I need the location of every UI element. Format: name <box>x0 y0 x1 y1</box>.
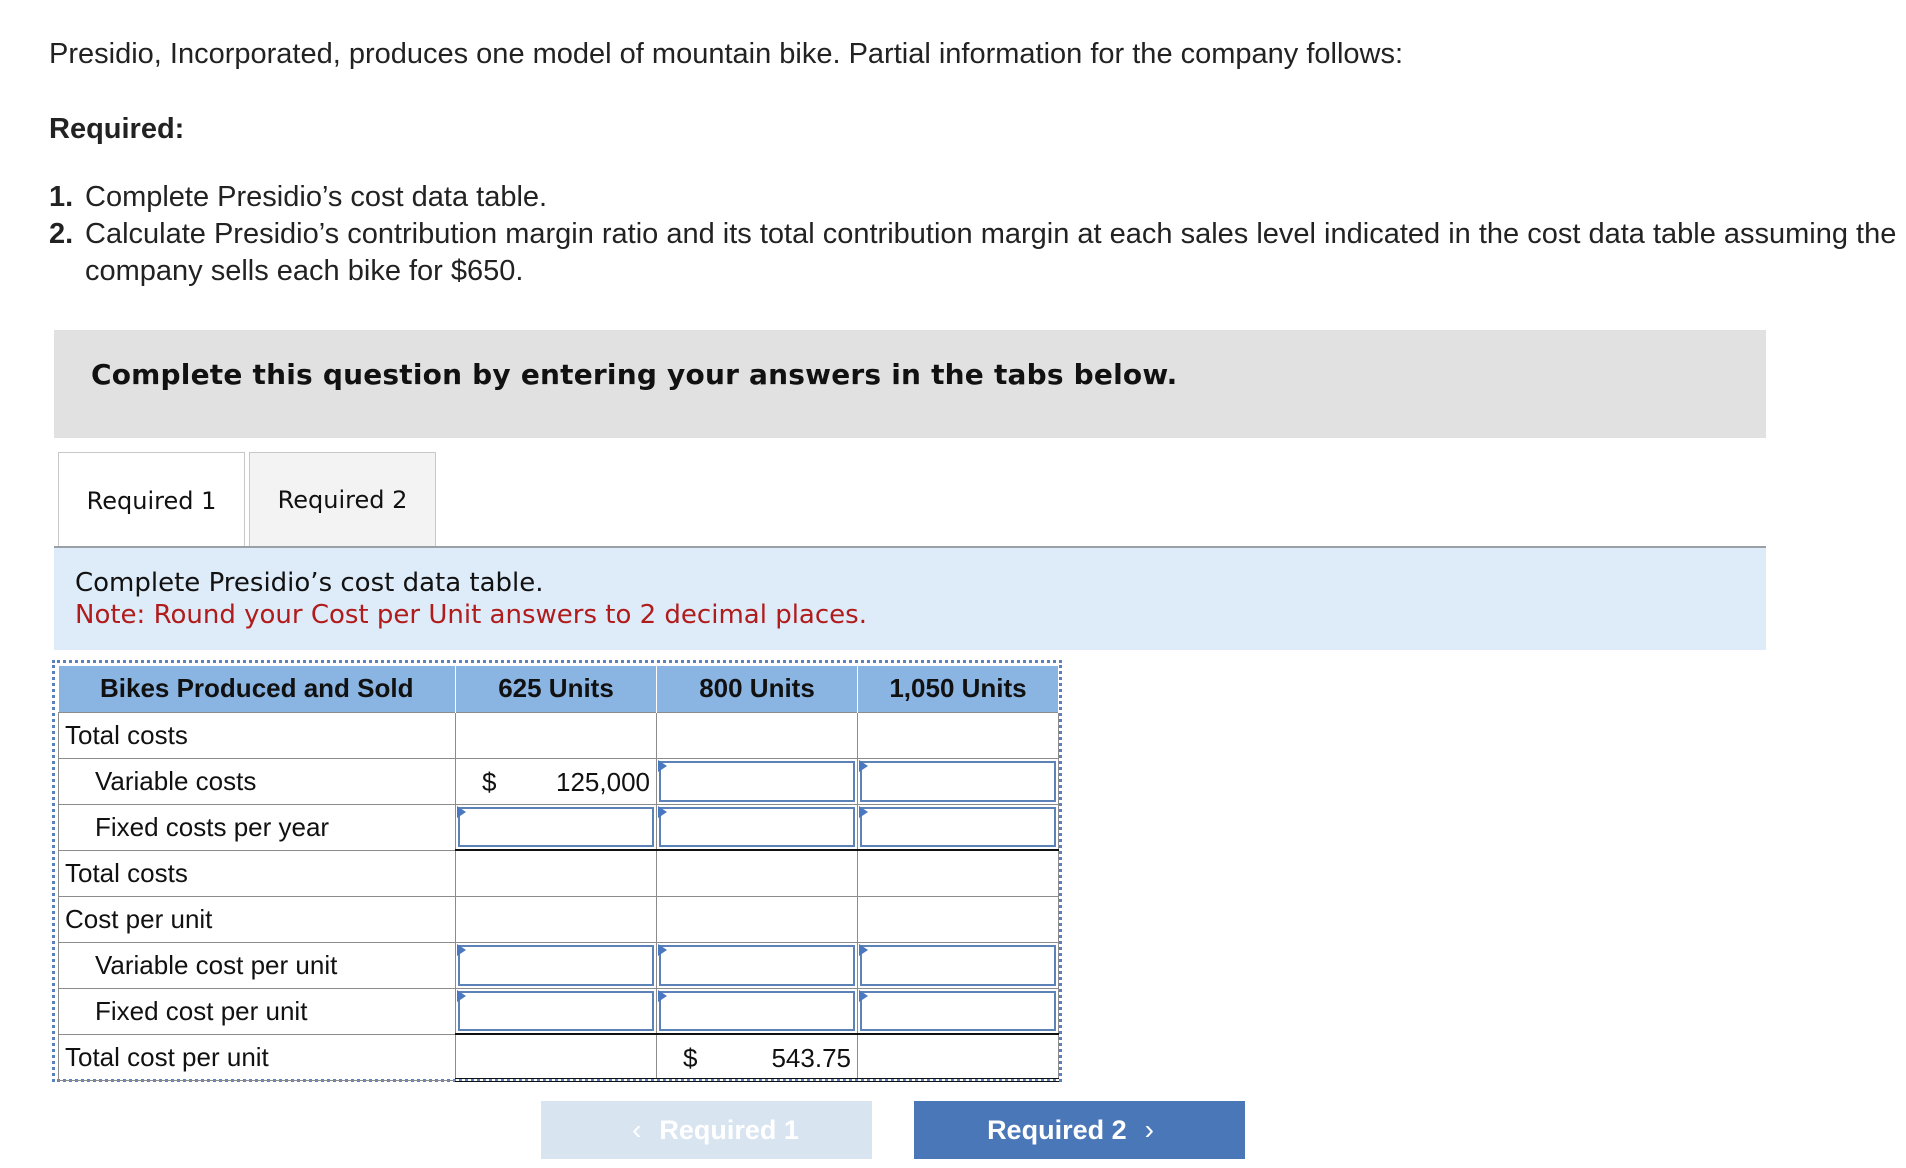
header-625-units: 625 Units <box>456 666 657 712</box>
row-label: Total costs <box>59 850 456 896</box>
banner-text: Complete this question by entering your answers in the tabs below. <box>91 358 1178 391</box>
header-1050-units: 1,050 Units <box>858 666 1059 712</box>
required-steps <box>49 179 1899 290</box>
input-cell <box>657 988 858 1034</box>
variable-costs-1050-input[interactable] <box>862 763 1054 800</box>
total-cost-per-unit-800: 543.75 <box>771 1043 851 1073</box>
empty-cell <box>456 896 657 942</box>
variable-cost-per-unit-1050-input[interactable] <box>862 947 1054 984</box>
total-costs-1050-cell <box>858 850 1059 896</box>
empty-cell <box>657 712 858 758</box>
fixed-costs-625-input[interactable] <box>460 809 652 846</box>
intro-text: Presidio, Incorporated, produces one model of mountain bike. Partial information for the company follows: <box>49 38 1404 70</box>
table-header-row <box>59 666 1059 712</box>
input-cell <box>657 942 858 988</box>
instruction-banner <box>54 330 1766 438</box>
row-label: Cost per unit <box>59 896 456 942</box>
step-text: Calculate Presidio’s contribution margin ratio and its total contribution margin at each sales level indicated in the cost data table assuming the company sells each bike for $650. <box>85 218 1897 287</box>
prev-button-label: Required 1 <box>659 1114 799 1145</box>
input-cell <box>858 942 1059 988</box>
row-label: Total cost per unit <box>59 1034 456 1080</box>
fixed-costs-800-input[interactable] <box>661 809 853 846</box>
input-cell <box>456 942 657 988</box>
step-2 <box>49 216 1899 290</box>
cost-data-table <box>58 666 1059 1082</box>
table-row <box>59 942 1059 988</box>
rounding-note: Note: Round your Cost per Unit answers to 2 decimal places. <box>75 600 867 630</box>
total-costs-800-cell <box>657 850 858 896</box>
input-cell <box>456 988 657 1034</box>
currency-symbol: $ <box>482 766 497 797</box>
input-cell <box>858 758 1059 804</box>
row-label: Fixed cost per unit <box>59 988 456 1034</box>
total-cost-per-unit-1050-cell <box>858 1034 1059 1080</box>
empty-cell <box>657 896 858 942</box>
step-number: 1. <box>49 181 74 213</box>
input-cell <box>858 804 1059 850</box>
chevron-left-icon: ‹ <box>632 1114 642 1145</box>
prev-required-button[interactable] <box>541 1101 872 1159</box>
empty-cell <box>858 896 1059 942</box>
variable-cost-per-unit-625-input[interactable] <box>460 947 652 984</box>
row-label: Total costs <box>59 712 456 758</box>
table-row <box>59 804 1059 850</box>
variable-costs-800-input[interactable] <box>661 763 853 800</box>
step-1 <box>49 179 1899 216</box>
fixed-costs-1050-input[interactable] <box>862 809 1054 846</box>
chevron-right-icon: › <box>1144 1114 1154 1145</box>
instructions-text: Complete Presidio’s cost data table. <box>75 568 544 598</box>
empty-cell <box>456 712 657 758</box>
tab-required-2[interactable]: Required 2 <box>249 452 436 547</box>
instructions-panel <box>54 548 1766 650</box>
total-cost-per-unit-625-cell <box>456 1034 657 1080</box>
input-cell <box>657 804 858 850</box>
table-row <box>59 712 1059 758</box>
next-required-button[interactable] <box>914 1101 1245 1159</box>
total-costs-625-cell <box>456 850 657 896</box>
table-row <box>59 1034 1059 1080</box>
table-row <box>59 758 1059 804</box>
currency-symbol: $ <box>683 1043 698 1073</box>
fixed-cost-per-unit-800-input[interactable] <box>661 993 853 1030</box>
input-cell <box>657 758 858 804</box>
variable-costs-625: 125,000 <box>556 766 650 797</box>
row-label: Variable cost per unit <box>59 942 456 988</box>
row-label: Fixed costs per year <box>59 804 456 850</box>
table-row <box>59 850 1059 896</box>
given-value-cell <box>456 758 657 804</box>
fixed-cost-per-unit-625-input[interactable] <box>460 993 652 1030</box>
fixed-cost-per-unit-1050-input[interactable] <box>862 993 1054 1030</box>
header-800-units: 800 Units <box>657 666 858 712</box>
cost-data-table-container <box>52 660 1062 1082</box>
table-row <box>59 988 1059 1034</box>
input-cell <box>858 988 1059 1034</box>
input-cell <box>456 804 657 850</box>
variable-cost-per-unit-800-input[interactable] <box>661 947 853 984</box>
given-value-cell <box>657 1034 858 1080</box>
tab-required-1[interactable]: Required 1 <box>58 452 245 548</box>
row-label: Variable costs <box>59 758 456 804</box>
table-row <box>59 896 1059 942</box>
required-heading: Required: <box>49 113 185 145</box>
empty-cell <box>858 712 1059 758</box>
header-bikes-produced: Bikes Produced and Sold <box>59 666 456 712</box>
next-button-label: Required 2 <box>987 1114 1127 1145</box>
step-text: Complete Presidio’s cost data table. <box>85 181 548 213</box>
step-number: 2. <box>49 218 74 250</box>
